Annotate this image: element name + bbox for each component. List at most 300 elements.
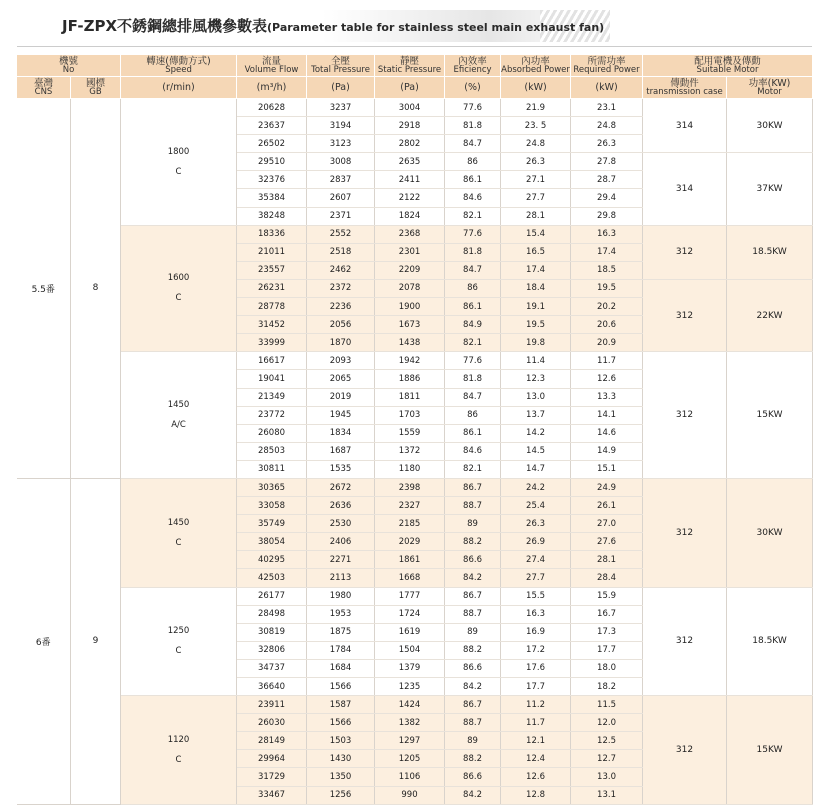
cell-total-pressure: 2672: [307, 478, 375, 496]
cell-static-pressure: 1438: [375, 334, 445, 352]
cell-total-pressure: 3123: [307, 135, 375, 153]
cell-total-pressure: 2462: [307, 261, 375, 279]
cell-required-power: 18.2: [571, 678, 643, 696]
cell-volume: 40295: [237, 551, 307, 569]
cell-motor-kw: 30KW: [727, 478, 813, 587]
table-row: [17, 696, 813, 714]
cell-volume: 30819: [237, 623, 307, 641]
cell-volume: 33058: [237, 497, 307, 515]
cell-static-pressure: 1297: [375, 732, 445, 750]
cell-absorbed-power: 17.7: [501, 678, 571, 696]
cell-volume: 23637: [237, 117, 307, 135]
cell-absorbed-power: 14.2: [501, 424, 571, 442]
cell-required-power: 14.9: [571, 442, 643, 460]
parameter-table: [16, 54, 813, 805]
cell-total-pressure: 1503: [307, 732, 375, 750]
cell-volume: 18336: [237, 225, 307, 243]
cell-efficiency: 84.7: [445, 135, 501, 153]
cell-static-pressure: 1886: [375, 370, 445, 388]
cell-efficiency: 86.6: [445, 659, 501, 677]
cell-required-power: 15.9: [571, 587, 643, 605]
cell-required-power: 19.5: [571, 279, 643, 297]
cell-transmission-case: 312: [643, 478, 727, 587]
cell-absorbed-power: 16.3: [501, 605, 571, 623]
cell-absorbed-power: 12.8: [501, 786, 571, 804]
cell-volume: 29510: [237, 153, 307, 171]
cell-total-pressure: 2113: [307, 569, 375, 587]
speed-rpm: 1450: [167, 400, 190, 411]
header-required-power: 所需功率 Required Power: [571, 55, 643, 77]
cell-static-pressure: 3004: [375, 99, 445, 117]
cell-volume: 42503: [237, 569, 307, 587]
cell-absorbed-power: 17.4: [501, 261, 571, 279]
cell-efficiency: 88.7: [445, 605, 501, 623]
speed-rpm: 1250: [167, 626, 190, 637]
header-motor-kw: 功率(KW) Motor: [727, 77, 813, 99]
cell-required-power: 26.1: [571, 497, 643, 515]
cell-volume: 16617: [237, 352, 307, 370]
header-transmission-case: 傳動件 transmission case: [643, 77, 727, 99]
cell-volume: 21011: [237, 243, 307, 261]
cell-absorbed-power: 15.5: [501, 587, 571, 605]
cell-speed: [121, 352, 237, 479]
cell-volume: 23911: [237, 696, 307, 714]
cell-absorbed-power: 26.9: [501, 533, 571, 551]
cell-absorbed-power: 24.2: [501, 478, 571, 496]
header-motor: 配用電機及傳動 Suitable Motor: [643, 55, 813, 77]
cell-required-power: 17.7: [571, 641, 643, 659]
cell-static-pressure: 2301: [375, 243, 445, 261]
cell-static-pressure: 990: [375, 786, 445, 804]
header-absorbed-power: 內功率 Absorbed Power: [501, 55, 570, 75]
cell-static-pressure: 2802: [375, 135, 445, 153]
cell-required-power: 20.6: [571, 316, 643, 334]
cell-static-pressure: 1777: [375, 587, 445, 605]
cell-absorbed-power: 27.1: [501, 171, 571, 189]
cell-absorbed-power: 27.7: [501, 569, 571, 587]
cell-efficiency: 86.6: [445, 551, 501, 569]
cell-absorbed-power: 11.7: [501, 714, 571, 732]
cell-total-pressure: 1430: [307, 750, 375, 768]
header-static-pressure: 靜壓 Static Pressure: [375, 55, 445, 77]
cell-required-power: 24.9: [571, 478, 643, 496]
cell-required-power: 11.5: [571, 696, 643, 714]
cell-absorbed-power: 25.4: [501, 497, 571, 515]
cell-absorbed-power: 16.9: [501, 623, 571, 641]
cell-volume: 28778: [237, 298, 307, 316]
cell-total-pressure: 1875: [307, 623, 375, 641]
cell-efficiency: 88.2: [445, 750, 501, 768]
cell-total-pressure: 3194: [307, 117, 375, 135]
speed-rpm: 1800: [167, 146, 190, 157]
speed-drive: C: [175, 646, 182, 657]
cell-absorbed-power: 17.2: [501, 641, 571, 659]
cell-cns-no: 5.5番: [17, 99, 71, 479]
cell-required-power: 12.5: [571, 732, 643, 750]
cell-total-pressure: 1684: [307, 659, 375, 677]
cell-static-pressure: 2209: [375, 261, 445, 279]
cell-static-pressure: 1372: [375, 442, 445, 460]
cell-total-pressure: 2607: [307, 189, 375, 207]
cell-efficiency: 84.7: [445, 388, 501, 406]
cell-efficiency: 77.6: [445, 225, 501, 243]
cell-static-pressure: 2185: [375, 515, 445, 533]
cell-transmission-case: 312: [643, 696, 727, 805]
cell-efficiency: 88.2: [445, 533, 501, 551]
cell-total-pressure: 2056: [307, 316, 375, 334]
cell-volume: 19041: [237, 370, 307, 388]
speed-drive: C: [175, 537, 182, 548]
cell-required-power: 18.5: [571, 261, 643, 279]
cell-total-pressure: 1687: [307, 442, 375, 460]
header-volume: 流量 Volume Flow: [237, 55, 307, 77]
cell-efficiency: 84.6: [445, 442, 501, 460]
cell-total-pressure: 3237: [307, 99, 375, 117]
cell-absorbed-power: 19.5: [501, 316, 571, 334]
speed-rpm: 1120: [167, 734, 190, 745]
cell-speed: [121, 478, 237, 587]
cell-static-pressure: 1559: [375, 424, 445, 442]
speed-drive: C: [175, 166, 182, 177]
cell-required-power: 17.4: [571, 243, 643, 261]
cell-static-pressure: 1900: [375, 298, 445, 316]
cell-volume: 26231: [237, 279, 307, 297]
cell-total-pressure: 2406: [307, 533, 375, 551]
cell-volume: 34737: [237, 659, 307, 677]
cell-required-power: 13.0: [571, 768, 643, 786]
cell-static-pressure: 1619: [375, 623, 445, 641]
cell-required-power: 29.4: [571, 189, 643, 207]
cell-motor-kw: 22KW: [727, 279, 813, 351]
cell-efficiency: 84.7: [445, 261, 501, 279]
unit-pa-static: (Pa): [375, 77, 445, 99]
cell-volume: 28498: [237, 605, 307, 623]
cell-volume: 26080: [237, 424, 307, 442]
cell-efficiency: 86.7: [445, 696, 501, 714]
cell-total-pressure: 2552: [307, 225, 375, 243]
speed-drive: C: [175, 293, 182, 304]
cell-static-pressure: 2635: [375, 153, 445, 171]
cell-total-pressure: 2837: [307, 171, 375, 189]
cell-required-power: 27.6: [571, 533, 643, 551]
cell-required-power: 12.7: [571, 750, 643, 768]
cell-required-power: 24.8: [571, 117, 643, 135]
cell-required-power: 14.6: [571, 424, 643, 442]
cell-static-pressure: 2411: [375, 171, 445, 189]
cell-total-pressure: 1953: [307, 605, 375, 623]
cell-absorbed-power: 12.6: [501, 768, 571, 786]
header-row-1: [17, 55, 813, 77]
cell-total-pressure: 2019: [307, 388, 375, 406]
cell-efficiency: 81.8: [445, 243, 501, 261]
cell-static-pressure: 1205: [375, 750, 445, 768]
cell-static-pressure: 2398: [375, 478, 445, 496]
cell-static-pressure: 1861: [375, 551, 445, 569]
cell-absorbed-power: 12.4: [501, 750, 571, 768]
cell-total-pressure: 1350: [307, 768, 375, 786]
cell-volume: 35749: [237, 515, 307, 533]
cell-required-power: 28.1: [571, 551, 643, 569]
table-row: [17, 99, 813, 117]
unit-m3h: (m³/h): [237, 77, 307, 99]
cell-efficiency: 84.2: [445, 569, 501, 587]
cell-required-power: 16.3: [571, 225, 643, 243]
cell-efficiency: 86.7: [445, 478, 501, 496]
cell-volume: 29964: [237, 750, 307, 768]
cell-volume: 30365: [237, 478, 307, 496]
speed-rpm: 1600: [167, 273, 190, 284]
cell-static-pressure: 1811: [375, 388, 445, 406]
cell-absorbed-power: 12.3: [501, 370, 571, 388]
cell-static-pressure: 2327: [375, 497, 445, 515]
cell-volume: 31729: [237, 768, 307, 786]
cell-efficiency: 86: [445, 153, 501, 171]
cell-absorbed-power: 11.4: [501, 352, 571, 370]
cell-static-pressure: 1235: [375, 678, 445, 696]
cell-absorbed-power: 14.7: [501, 460, 571, 478]
header-total-pressure: 全壓 Total Pressure: [307, 55, 375, 77]
cell-total-pressure: 1566: [307, 714, 375, 732]
cell-efficiency: 84.2: [445, 678, 501, 696]
cell-absorbed-power: 14.5: [501, 442, 571, 460]
title-main: JF-ZPX不銹鋼總排風機參數表: [62, 17, 268, 35]
cell-speed: [121, 696, 237, 805]
cell-static-pressure: 1382: [375, 714, 445, 732]
cell-total-pressure: 2093: [307, 352, 375, 370]
cell-absorbed-power: 19.1: [501, 298, 571, 316]
cell-required-power: 29.8: [571, 207, 643, 225]
title-sub: (Parameter table for stainless steel main exhaust fan): [267, 21, 605, 34]
cell-required-power: 20.2: [571, 298, 643, 316]
speed-rpm: 1450: [167, 517, 190, 528]
cell-absorbed-power: 28.1: [501, 207, 571, 225]
unit-kw-absorbed: (kW): [501, 77, 571, 99]
cell-required-power: 13.1: [571, 786, 643, 804]
cell-motor-kw: 15KW: [727, 352, 813, 479]
cell-efficiency: 88.7: [445, 714, 501, 732]
cell-volume: 20628: [237, 99, 307, 117]
cell-efficiency: 89: [445, 515, 501, 533]
cell-total-pressure: 1834: [307, 424, 375, 442]
cell-transmission-case: 314: [643, 153, 727, 225]
cell-transmission-case: 312: [643, 225, 727, 279]
cell-static-pressure: 2029: [375, 533, 445, 551]
cell-efficiency: 86.6: [445, 768, 501, 786]
cell-efficiency: 77.6: [445, 352, 501, 370]
cell-efficiency: 82.1: [445, 207, 501, 225]
cell-required-power: 28.4: [571, 569, 643, 587]
cell-volume: 26030: [237, 714, 307, 732]
cell-volume: 23772: [237, 406, 307, 424]
cell-total-pressure: 2236: [307, 298, 375, 316]
cell-volume: 32806: [237, 641, 307, 659]
cell-total-pressure: 1870: [307, 334, 375, 352]
cell-efficiency: 88.7: [445, 497, 501, 515]
cell-static-pressure: 2078: [375, 279, 445, 297]
title-divider: [17, 46, 812, 47]
cell-static-pressure: 2122: [375, 189, 445, 207]
cell-volume: 23557: [237, 261, 307, 279]
header-speed: 轉速(傳動方式) Speed: [121, 55, 237, 77]
cell-absorbed-power: 24.8: [501, 135, 571, 153]
cell-required-power: 16.7: [571, 605, 643, 623]
header-row-2: [17, 77, 813, 99]
cell-required-power: 15.1: [571, 460, 643, 478]
cell-required-power: 27.0: [571, 515, 643, 533]
cell-motor-kw: 30KW: [727, 99, 813, 153]
cell-efficiency: 86: [445, 406, 501, 424]
cell-absorbed-power: 27.7: [501, 189, 571, 207]
cell-static-pressure: 1724: [375, 605, 445, 623]
cell-volume: 33467: [237, 786, 307, 804]
cell-volume: 38248: [237, 207, 307, 225]
cell-efficiency: 84.2: [445, 786, 501, 804]
cell-total-pressure: 2065: [307, 370, 375, 388]
speed-drive: C: [175, 754, 182, 765]
cell-static-pressure: 2368: [375, 225, 445, 243]
cell-required-power: 13.3: [571, 388, 643, 406]
cell-transmission-case: 312: [643, 587, 727, 696]
cell-volume: 38054: [237, 533, 307, 551]
cell-efficiency: 86.1: [445, 171, 501, 189]
cell-volume: 28149: [237, 732, 307, 750]
cell-transmission-case: 314: [643, 99, 727, 153]
header-no: 機號 No: [17, 55, 121, 77]
cell-total-pressure: 1945: [307, 406, 375, 424]
cell-total-pressure: 1587: [307, 696, 375, 714]
cell-static-pressure: 1824: [375, 207, 445, 225]
cell-absorbed-power: 26.3: [501, 515, 571, 533]
cell-efficiency: 86: [445, 279, 501, 297]
cell-total-pressure: 1980: [307, 587, 375, 605]
cell-total-pressure: 2371: [307, 207, 375, 225]
unit-percent: (%): [445, 77, 501, 99]
cell-efficiency: 86.1: [445, 298, 501, 316]
cell-required-power: 12.6: [571, 370, 643, 388]
cell-required-power: 26.3: [571, 135, 643, 153]
cell-efficiency: 84.9: [445, 316, 501, 334]
cell-absorbed-power: 12.1: [501, 732, 571, 750]
cell-volume: 30811: [237, 460, 307, 478]
cell-static-pressure: 1106: [375, 768, 445, 786]
cell-absorbed-power: 11.2: [501, 696, 571, 714]
cell-cns-no: 6番: [17, 478, 71, 804]
cell-total-pressure: 2636: [307, 497, 375, 515]
cell-gb-no: 8: [71, 99, 121, 479]
table-row: [17, 587, 813, 605]
cell-absorbed-power: 19.8: [501, 334, 571, 352]
unit-rmin: (r/min): [121, 77, 237, 99]
cell-static-pressure: 1379: [375, 659, 445, 677]
header-gb: 國標 GB: [71, 77, 121, 99]
cell-absorbed-power: 18.4: [501, 279, 571, 297]
cell-speed: [121, 99, 237, 226]
cell-absorbed-power: 26.3: [501, 153, 571, 171]
cell-volume: 33999: [237, 334, 307, 352]
cell-static-pressure: 1673: [375, 316, 445, 334]
cell-static-pressure: 1703: [375, 406, 445, 424]
cell-total-pressure: 3008: [307, 153, 375, 171]
cell-volume: 26177: [237, 587, 307, 605]
cell-efficiency: 82.1: [445, 460, 501, 478]
cell-required-power: 23.1: [571, 99, 643, 117]
cell-speed: [121, 587, 237, 696]
cell-efficiency: 88.2: [445, 641, 501, 659]
cell-static-pressure: 2918: [375, 117, 445, 135]
cell-required-power: 27.8: [571, 153, 643, 171]
unit-pa-total: (Pa): [307, 77, 375, 99]
speed-drive: A/C: [171, 420, 186, 431]
page-title: [62, 15, 604, 36]
cell-absorbed-power: 16.5: [501, 243, 571, 261]
cell-total-pressure: 1566: [307, 678, 375, 696]
cell-total-pressure: 1535: [307, 460, 375, 478]
cell-total-pressure: 2518: [307, 243, 375, 261]
unit-kw-required: (kW): [571, 77, 643, 99]
cell-transmission-case: 312: [643, 279, 727, 351]
cell-volume: 21349: [237, 388, 307, 406]
cell-absorbed-power: 27.4: [501, 551, 571, 569]
table-row: [17, 478, 813, 496]
cell-efficiency: 81.8: [445, 370, 501, 388]
cell-required-power: 17.3: [571, 623, 643, 641]
cell-volume: 35384: [237, 189, 307, 207]
cell-static-pressure: 1424: [375, 696, 445, 714]
cell-motor-kw: 37KW: [727, 153, 813, 225]
cell-static-pressure: 1668: [375, 569, 445, 587]
table-row: [17, 352, 813, 370]
cell-transmission-case: 312: [643, 352, 727, 479]
cell-efficiency: 82.1: [445, 334, 501, 352]
cell-efficiency: 89: [445, 623, 501, 641]
cell-absorbed-power: 13.7: [501, 406, 571, 424]
cell-required-power: 12.0: [571, 714, 643, 732]
cell-absorbed-power: 15.4: [501, 225, 571, 243]
cell-speed: [121, 225, 237, 352]
cell-efficiency: 86.7: [445, 587, 501, 605]
cell-volume: 31452: [237, 316, 307, 334]
cell-volume: 32376: [237, 171, 307, 189]
table-body: [17, 99, 813, 805]
cell-required-power: 18.0: [571, 659, 643, 677]
cell-required-power: 28.7: [571, 171, 643, 189]
cell-static-pressure: 1942: [375, 352, 445, 370]
cell-absorbed-power: 23. 5: [501, 117, 571, 135]
cell-efficiency: 77.6: [445, 99, 501, 117]
cell-static-pressure: 1180: [375, 460, 445, 478]
cell-volume: 26502: [237, 135, 307, 153]
cell-required-power: 11.7: [571, 352, 643, 370]
cell-required-power: 20.9: [571, 334, 643, 352]
cell-absorbed-power: 17.6: [501, 659, 571, 677]
cell-motor-kw: 18.5KW: [727, 587, 813, 696]
cell-total-pressure: 1784: [307, 641, 375, 659]
cell-total-pressure: 2530: [307, 515, 375, 533]
cell-motor-kw: 18.5KW: [727, 225, 813, 279]
cell-total-pressure: 2271: [307, 551, 375, 569]
cell-required-power: 14.1: [571, 406, 643, 424]
cell-total-pressure: 1256: [307, 786, 375, 804]
header-cns: 臺灣 CNS: [17, 77, 71, 99]
cell-volume: 28503: [237, 442, 307, 460]
cell-absorbed-power: 13.0: [501, 388, 571, 406]
cell-efficiency: 84.6: [445, 189, 501, 207]
cell-efficiency: 81.8: [445, 117, 501, 135]
cell-total-pressure: 2372: [307, 279, 375, 297]
cell-static-pressure: 1504: [375, 641, 445, 659]
cell-volume: 36640: [237, 678, 307, 696]
cell-gb-no: 9: [71, 478, 121, 804]
